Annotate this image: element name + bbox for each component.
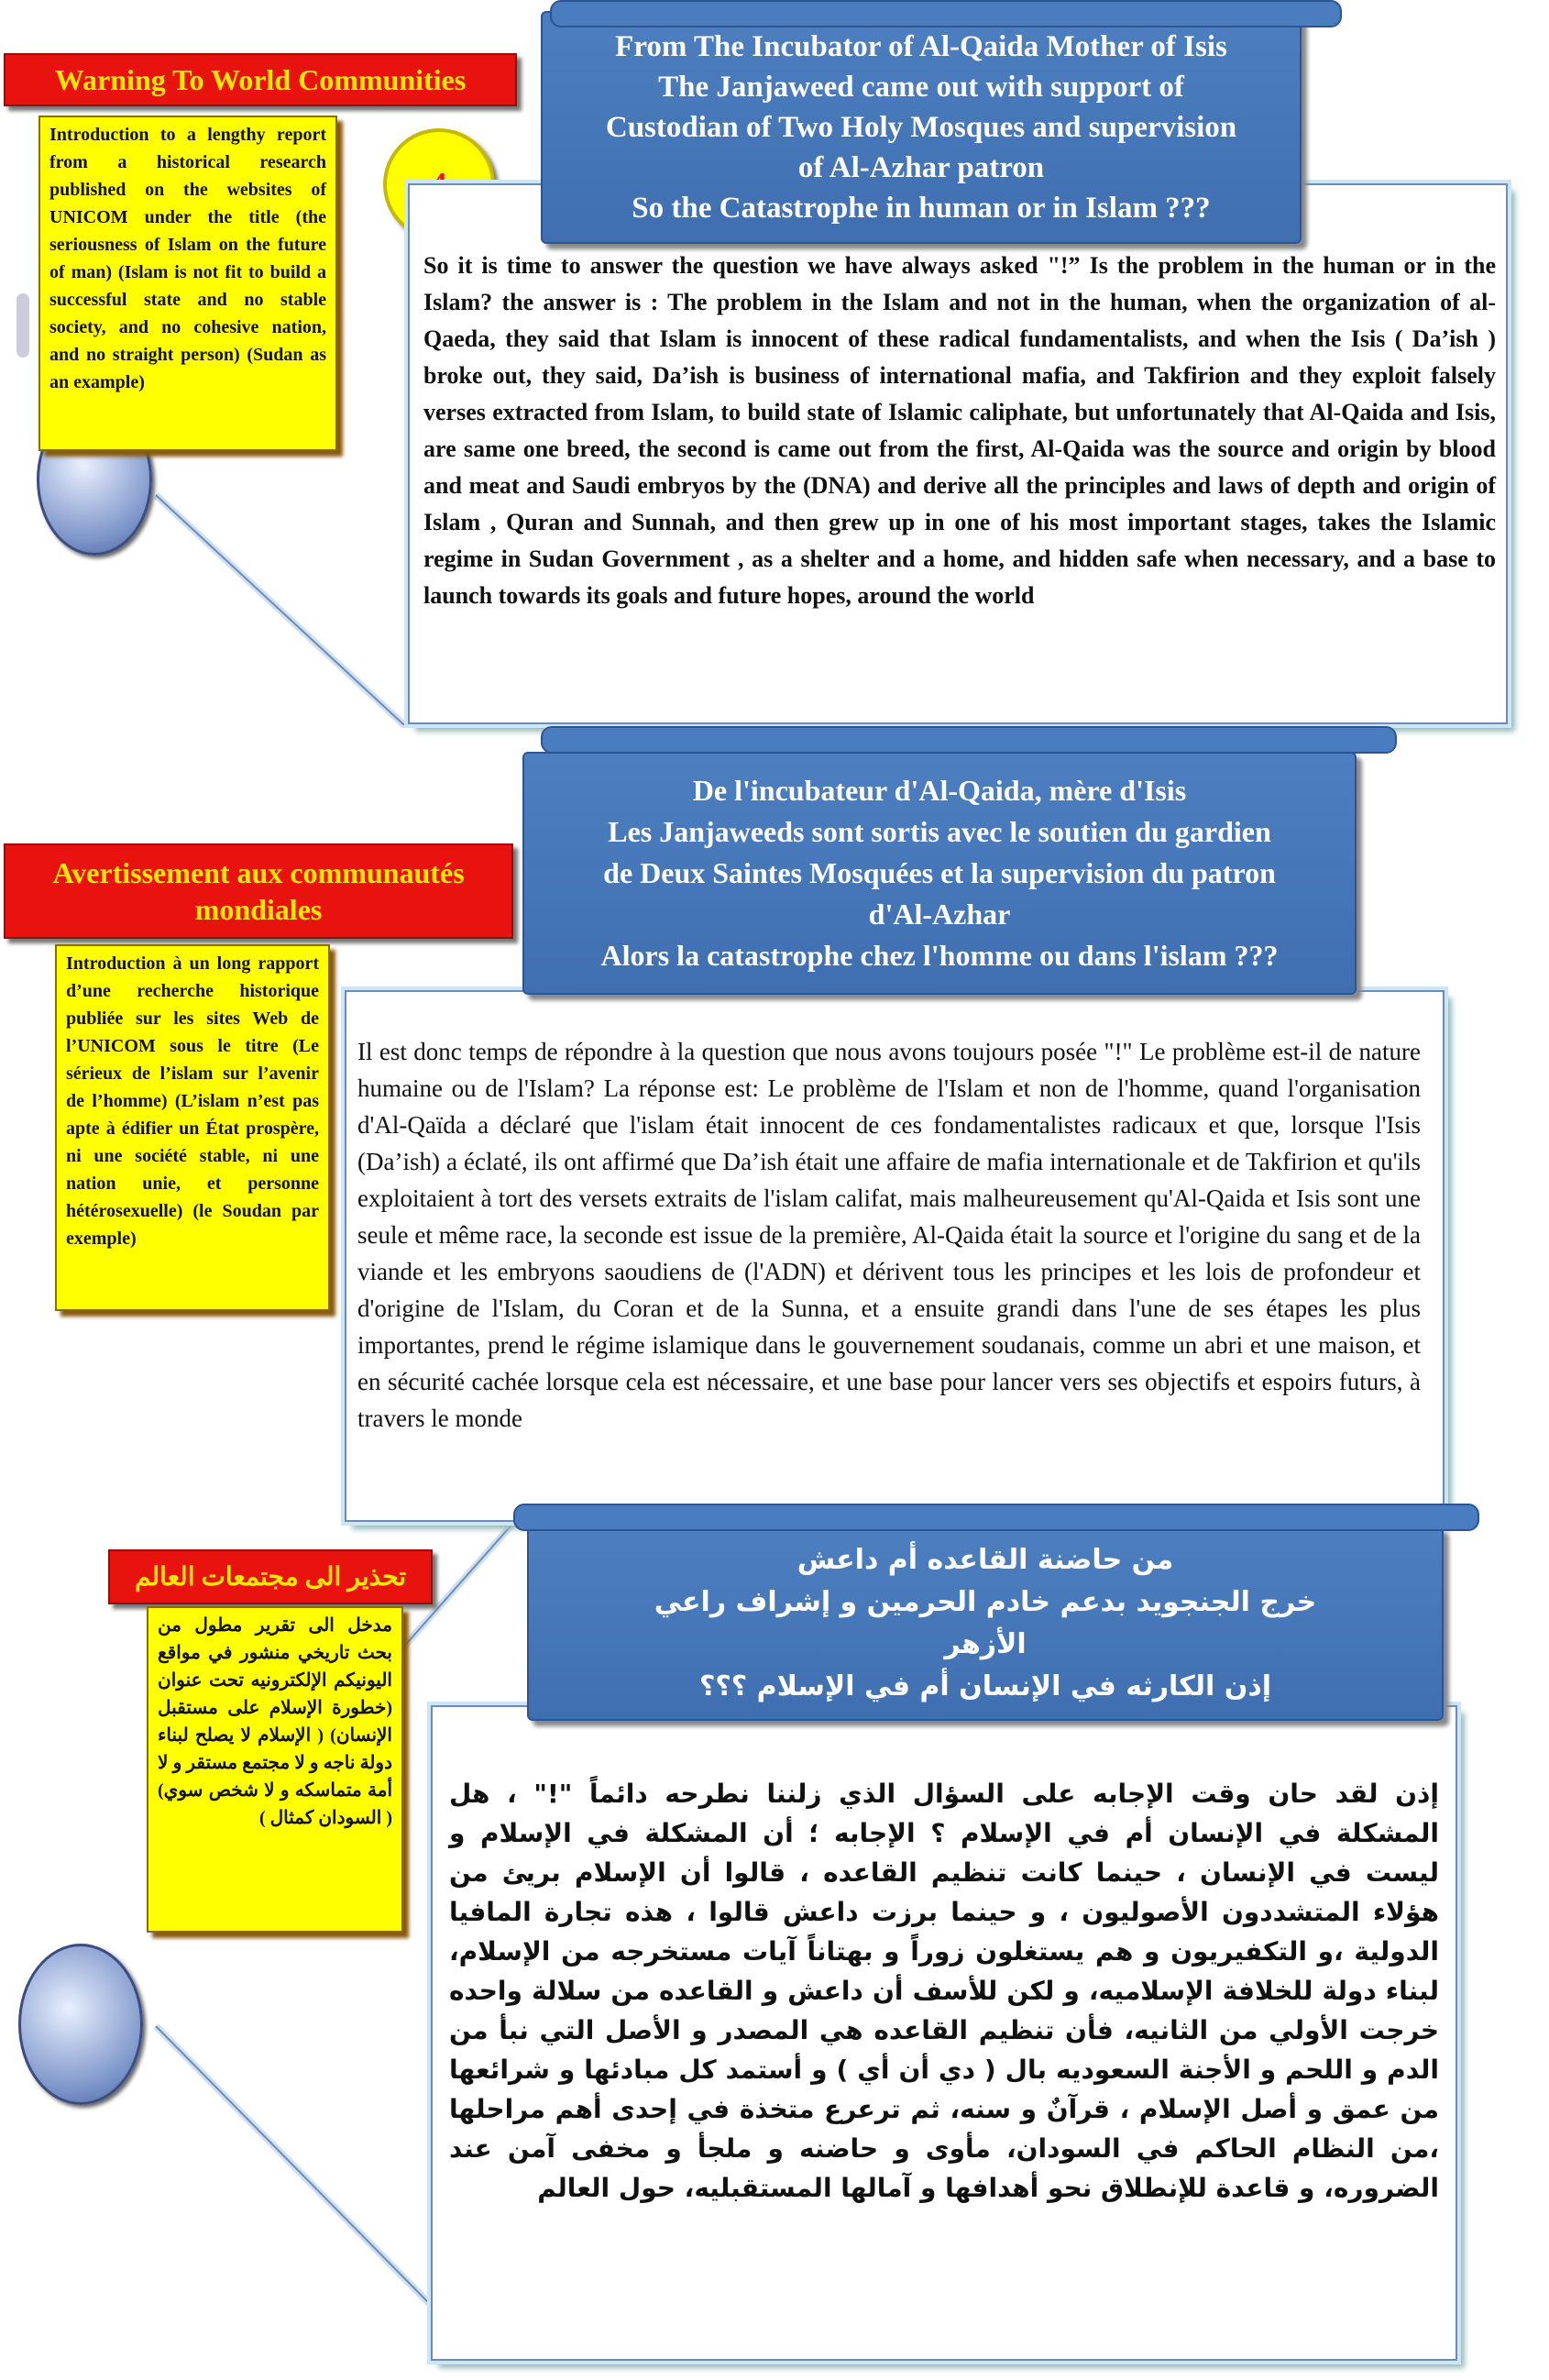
emblem-icon <box>18 1944 143 2105</box>
scroll-top-roll <box>513 1504 1479 1531</box>
headline-line: The Janjaweed came out with support of <box>658 71 1184 104</box>
body-english: So it is time to answer the question we have always asked "!” Is the problem in the human or in the Islam? the answer is : The problem in the Islam and not in the human, when the organization of al-Qaeda, they said that Islam is innocent of these radical fundamentalists, and when the Isis ( Da’ish ) broke out, they said, Da’ish is business of international mafia, and Takfirion and they exploit falsely verses extracted from Islam, to build state of Islamic caliphate, but unfortunately that Al-Qaida and Isis, are same one breed, the second is came out from the first, Al-Qaida was the source and origin by blood and meat and Saudi embryos by the (DNA) and derive all the principles and laws of depth and origin of Islam , Quran and Sunnah, and then grew up in one of his most important stages, takes the Islamic regime in Sudan Government , as a shelter and a home, and hidden safe when necessary, and a base to launch towards its goals and future hopes, around the world <box>423 252 1496 609</box>
intro-french: Introduction à un long rapport d’une recherche historique publiée sur les sites Web de l’UNICOM sous le titre (Le sérieux de l’islam sur l’avenir de l’homme) (L’islam n’est pas apte à édifier un État prospère, ni une société stable, ni une nation unie, et personne hétérosexuelle) (le Soudan par exemple) <box>55 944 330 1311</box>
headline-line: of Al-Azhar patron <box>797 151 1045 184</box>
headline-scroll-arabic <box>527 1526 1444 1721</box>
headline-line: From The Incubator of Al-Qaida Mother of Isis <box>615 30 1227 63</box>
intro-arabic: مدخل الى تقرير مطول من بحث تاريخي منشور في مواقع اليونيكم الإلكترونيه تحت عنوان (خطورة الإسلام على مستقبل الإنسان) ( الإسلام لا يصلح لبناء دولة ناجه و لا مجتمع مستقر و لا أمة متماسكه و لا شخص سوي) ( السودان كمثال ) <box>147 1606 403 1933</box>
headline-line: So the Catastrophe in human or in Islam ??? <box>632 192 1211 225</box>
headline-line: de Deux Saintes Mosquées et la supervision du patron <box>603 856 1276 889</box>
headline-line: Les Janjaweeds sont sortis avec le soutien du gardien <box>608 815 1271 848</box>
headline-line: الأزهر <box>944 1628 1027 1660</box>
headline-line: خرج الجنجويد بدعم خادم الحرمين و إشراف راعي <box>654 1586 1317 1618</box>
scroll-top-roll <box>541 726 1397 754</box>
banner-arabic: تحذير الى مجتمعات العالم <box>108 1549 433 1604</box>
headline-line: Custodian of Two Holy Mosques and supervision <box>605 111 1237 144</box>
side-tab <box>16 293 29 358</box>
headline-line: d'Al-Azhar <box>868 898 1011 931</box>
headline-scroll-english <box>541 11 1302 244</box>
intro-english: Introduction to a lengthy report from a historical research published on the websites of UNICOM under the title (the seriousness of Islam on the future of man) (Islam is not fit to build a successful state and no stable society, and no cohesive nation, and no straight person) (Sudan as an example) <box>38 116 337 451</box>
body-french: Il est donc temps de répondre à la question que nous avons toujours posée "!" Le problème est-il de nature humaine ou de l'Islam? La réponse est: Le problème de l'Islam et non de l'homme, quand l'organisation d'Al-Qaïda a déclaré que l'islam était innocent de ces fondamentalistes radicaux et que, lorsque l'Isis (Da’ish) a éclaté, ils ont affirmé que Da’ish était une affaire de mafia internationale et de Takfirion et qu'ils exploitaient à tort des versets extraits de l'islam califat, mais malheureusement qu'Al-Qaida et Isis sont une seule et même race, la seconde est issue de la première, Al-Qaida était la source et l'origine du sang et de la viande et les embryons saoudiens de (l'ADN) et dérivent tous les principes et les lois de profondeur et d'origine de l'Islam, du Coran et de la Sunna, et a ensuite grandi dans l'une de ses étapes les plus importantes, prend le régime islamique dans le gouvernement soudanais, comme un abri et une maison, et en sécurité cachée lorsque cela est nécessaire, et une base pour lancer vers ses objectifs et espoirs futurs, à travers le monde <box>357 1038 1421 1432</box>
headline-line: De l'incubateur d'Al-Qaida, mère d'Isis <box>692 774 1187 807</box>
scroll-top-roll <box>550 0 1342 28</box>
banner-french: Avertissement aux communautés mondiales <box>4 843 513 939</box>
headline-scroll-french <box>522 752 1357 995</box>
headline-line: Alors la catastrophe chez l'homme ou dans l'islam ??? <box>600 939 1279 972</box>
body-arabic: إذن لقد حان وقت الإجابه على السؤال الذي زلننا نطرحه دائماً "!" ، هل المشكلة في الإنسان أم في الإسلام ؟ الإجابه ؛ أن المشكلة في الإسلام و ليست في الإنسان ، حينما كانت تنظيم القاعده ، قالوا أن الإسلام بريئ من هؤلاء المتشددون الأصوليون ، و حينما برزت داعش قالوا ، هذه تجارة المافيا الدولية ،و التكفيريون و هم يستغلون زوراً و بهتاناً آيات مستخرجه من الإسلام، لبناء دولة للخلافة الإسلاميه، و لكن للأسف أن داعش و القاعده من سلالة واحده خرجت الأولي من الثانيه، فأن تنظيم القاعده هي المصدر و الأصل التي نبأ من الدم و اللحم و الأجنة السعوديه بال ( دي أن أي ) و أستمد كل مبادئها و شرائعها من عمق و أصل الإسلام ، قرآنٌ و سنه، ثم ترعرع متخذة في إحدى أهم مراحلها ،من النظام الحاكم في السودان، مأوى و حاضنه و ملجأ و مخفى آمن عند الضروره، و قاعدة للإنطلاق نحو أهدافها و آمالها المستقبليه، حول العالم <box>449 1779 1439 2203</box>
banner-english: Warning To World Communities <box>4 53 517 106</box>
headline-line: إذن الكارثه في الإنسان أم في الإسلام ؟؟؟ <box>698 1670 1272 1702</box>
headline-line: من حاضنة القاعده أم داعش <box>796 1544 1174 1576</box>
